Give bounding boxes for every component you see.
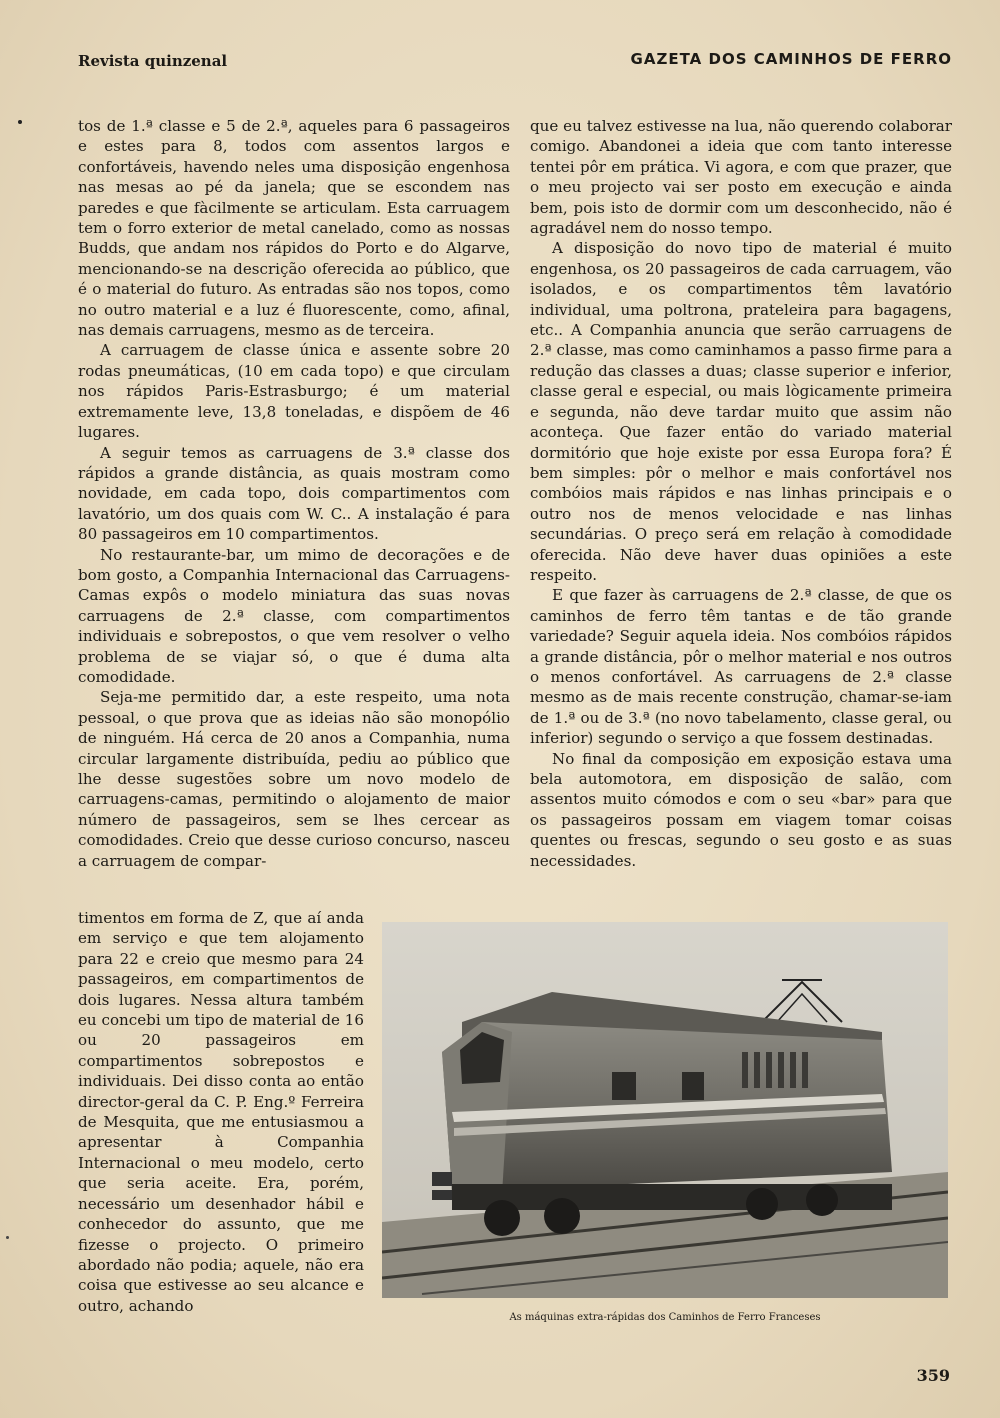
- paragraph: que eu talvez estivesse na lua, não querendo colaborar comigo. Abandonei a ideia que com tanto interesse tentei pôr em prática. Vi agora, e com que prazer, que o meu projecto vai ser posto em execução e ainda bem, pois isto de dormir com um desconhecido, não é agradável nem do nosso tempo.: [530, 117, 952, 238]
- right-column: [530, 116, 952, 871]
- paragraph: timentos em forma de Z, que aí anda em serviço e que tem alojamento para 22 e creio que mesmo para 24 passageiros, em compartimentos de dois lugares. Nessa altura também eu concebi um tipo de material de 16 ou 20 passageiros em compartimentos sobrepostos e individuais. Dei disso conta ao então director-geral da C. P. Eng.º Ferreira de Mesquita, que me entusiasmou a apresentar à Companhia Internacional o meu modelo, certo que seria aceite. Era, porém, necessário um desenhador hábil e conhecedor do assunto, que me fizesse o projecto. O primeiro abordado não podia; aquele, não era coisa que estivesse ao seu alcance e outro, achando: [78, 909, 364, 1315]
- paragraph: No final da composição em exposição estava uma bela automotora, em disposição de salão, com assentos muito cómodos e com o seu «bar» para que os passageiros possam em viagem tomar coisas quentes ou frescas, segundo o seu gosto e as suas necessidades.: [530, 749, 952, 870]
- locomotive-photo: [382, 922, 948, 1298]
- paragraph: E que fazer às carruagens de 2.ª classe, de que os caminhos de ferro têm tantas e de tão grande variedade? Seguir aquela ideia. Nos combóios rápidos a grande distância, pôr o melhor material e nos outros o menos confortável. As carruagens de 2.ª classe mesmo as de mais recente construção, chamar-se-iam de 1.ª ou de 3.ª (no novo tabelamento, classe geral, ou inferior) segundo o serviço a que fossem destinadas.: [530, 586, 952, 748]
- margin-mark: [18, 120, 22, 124]
- paragraph: A carruagem de classe única e assente sobre 20 rodas pneumáticas, (10 em cada topo) e que circulam nos rápidos Paris-Estrasburgo; é um material extremamente leve, 13,8 toneladas, e dispõem de 46 lugares.: [78, 341, 510, 442]
- paragraph: A seguir temos as carruagens de 3.ª classe dos rápidos a grande distância, as quais mostram como novidade, em cada topo, dois compartimentos com lavatório, um dos quais com W. C.. A instalação é para 80 passageiros em 10 compartimentos.: [78, 443, 510, 544]
- header-publication-title: GAZETA DOS CAMINHOS DE FERRO: [630, 50, 952, 68]
- header-publication-type: Revista quinzenal: [78, 52, 228, 70]
- paragraph: No restaurante-bar, um mimo de decorações e de bom gosto, a Companhia Internacional das Carruagens-Camas expôs o modelo miniatura das suas novas carruagens de 2.ª classe, com compartimentos individuais e sobrepostos, o que vem resolver o velho problema de se viajar só, o que é duma alta comodidade.: [78, 545, 510, 686]
- photo-caption: As máquinas extra-rápidas dos Caminhos de Ferro Franceses: [509, 1312, 821, 1323]
- paragraph: A disposição do novo tipo de material é muito engenhosa, os 20 passageiros de cada carruagem, vão isolados, e os compartimentos têm lavatório individual, uma poltrona, prateleira para bagagens, etc.. A Companhia anuncia que serão carruagens de 2.ª classe, mas como caminhamos a passo firme para a redução das classes a duas; classe superior e inferior, classe geral e especial, ou mais lògicamente primeira e segunda, não deve tardar muito que assim não aconteça. Que fazer então do variado material dormitório que hoje existe por essa Europa fora? É bem simples: pôr o melhor e mais confortável nos combóios mais rápidos e nas linhas principais e o outro nos de menos velocidade e nas linhas secundárias. O preço será em relação à comodidade oferecida. Não deve haver duas opiniões a este respeito.: [530, 239, 952, 584]
- paragraph: Seja-me permitido dar, a este respeito, uma nota pessoal, o que prova que as ideias não são monopólio de ninguém. Há cerca de 20 anos a Companhia, numa circular largamente distribuída, pediu ao público que lhe desse sugestões sobre um novo modelo de carruagens-camas, permitindo o alojamento de maior número de passageiros, sem se lhes cercear as comodidades. Creio que desse curioso concurso, nasceu a carruagem de compar-: [78, 688, 510, 870]
- page-number: 359: [916, 1366, 950, 1385]
- electric-locomotive-icon: [382, 922, 948, 1298]
- left-column-continuation: [78, 908, 364, 1316]
- paragraph: tos de 1.ª classe e 5 de 2.ª, aqueles para 6 passageiros e estes para 8, todos com assentos largos e confortáveis, havendo neles uma disposição engenhosa nas mesas ao pé da janela; que se escondem nas paredes e que fàcilmente se articulam. Esta carruagem tem o forro exterior de metal canelado, como as nossas Budds, que andam nos rápidos do Porto e do Algarve, mencionando-se na descrição oferecida ao público, que é o material do futuro. As entradas são nos topos, como no outro material e a luz é fluorescente, como, afinal, nas demais carruagens, mesmo as de terceira.: [78, 117, 510, 340]
- left-column: [78, 116, 510, 871]
- margin-mark: [6, 1236, 9, 1239]
